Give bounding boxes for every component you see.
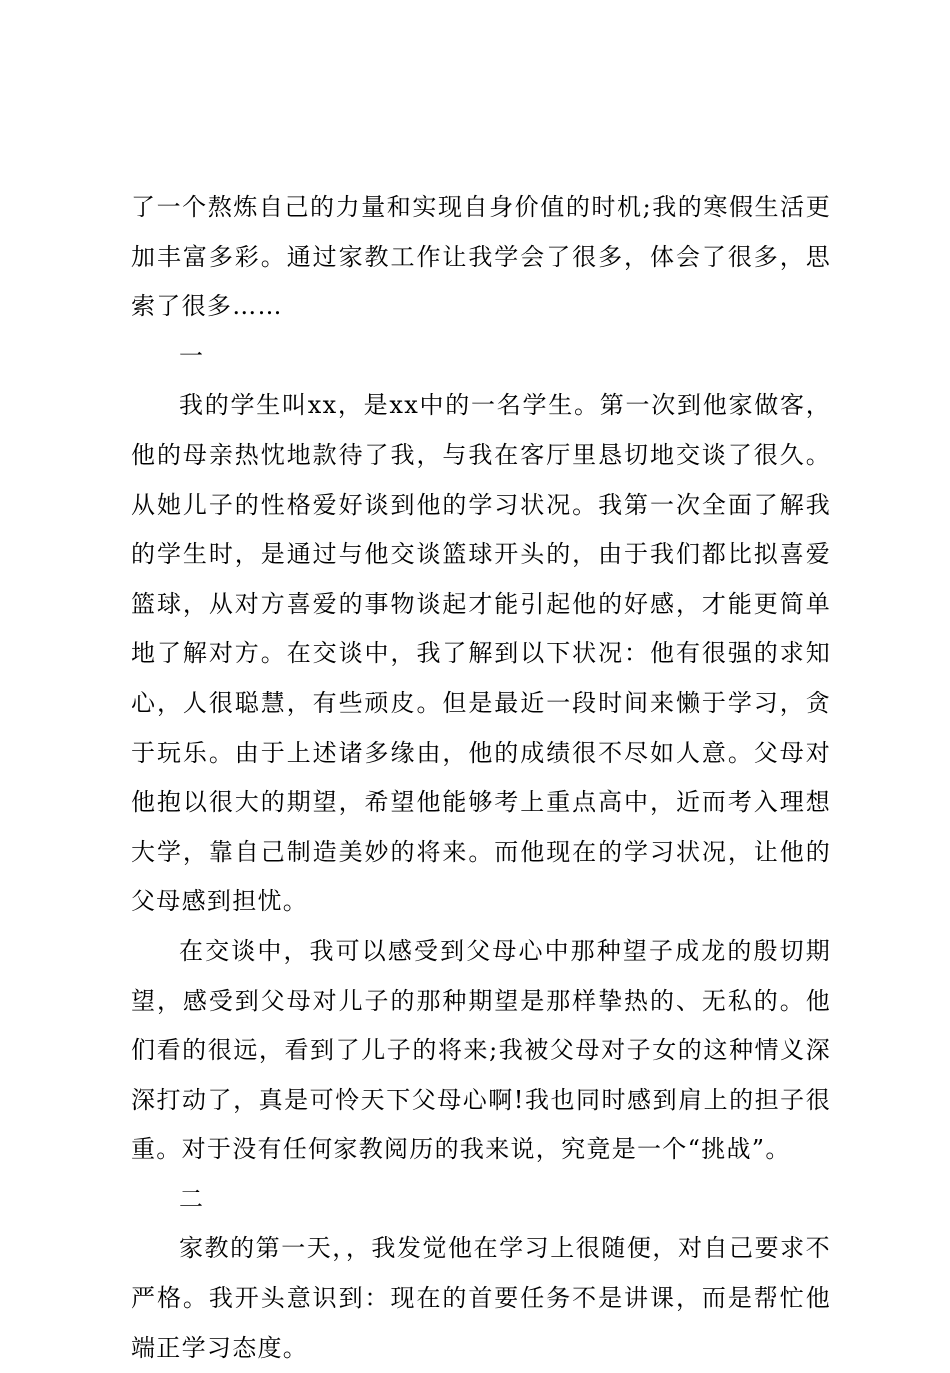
section-heading-2: 二: [179, 1184, 205, 1213]
body-paragraph-2: 在交谈中，我可以感受到父母心中那种望子成龙的殷切期望，感受到父母对儿子的那种期望是那样挚热的、无私的。他们看的很远，看到了儿子的将来;我被父母对子女的这种情义深深打动了，真是可怜天下父母心啊!我也同时感到肩上的担子很重。对于没有任何家教阅历的我来说，究竟是一个“挑战”。: [131, 936, 831, 1164]
section-heading-1: 一: [179, 341, 205, 370]
document-body: [131, 183, 831, 1373]
body-paragraph-3: 家教的第一天，，我发觉他在学习上很随便，对自己要求不严格。我开头意识到：现在的首要任务不是讲课，而是帮忙他端正学习态度。: [131, 1234, 831, 1362]
continuation-paragraph: 了一个熬炼自己的力量和实现自身价值的时机;我的寒假生活更加丰富多彩。通过家教工作让我学会了很多，体会了很多，思索了很多……: [131, 193, 831, 321]
body-paragraph-1: 我的学生叫xx，是xx中的一名学生。第一次到他家做客，他的母亲热忱地款待了我，与我在客厅里恳切地交谈了很久。从她儿子的性格爱好谈到他的学习状况。我第一次全面了解我的学生时，是通过与他交谈篮球开头的，由于我们都比拟喜爱篮球，从对方喜爱的事物谈起才能引起他的好感，才能更简单地了解对方。在交谈中，我了解到以下状况：他有很强的求知心，人很聪慧，有些顽皮。但是最近一段时间来懒于学习，贪于玩乐。由于上述诸多缘由，他的成绩很不尽如人意。父母对他抱以很大的期望，希望他能够考上重点高中，近而考入理想大学，靠自己制造美妙的将来。而他现在的学习状况，让他的父母感到担忧。: [131, 391, 831, 916]
